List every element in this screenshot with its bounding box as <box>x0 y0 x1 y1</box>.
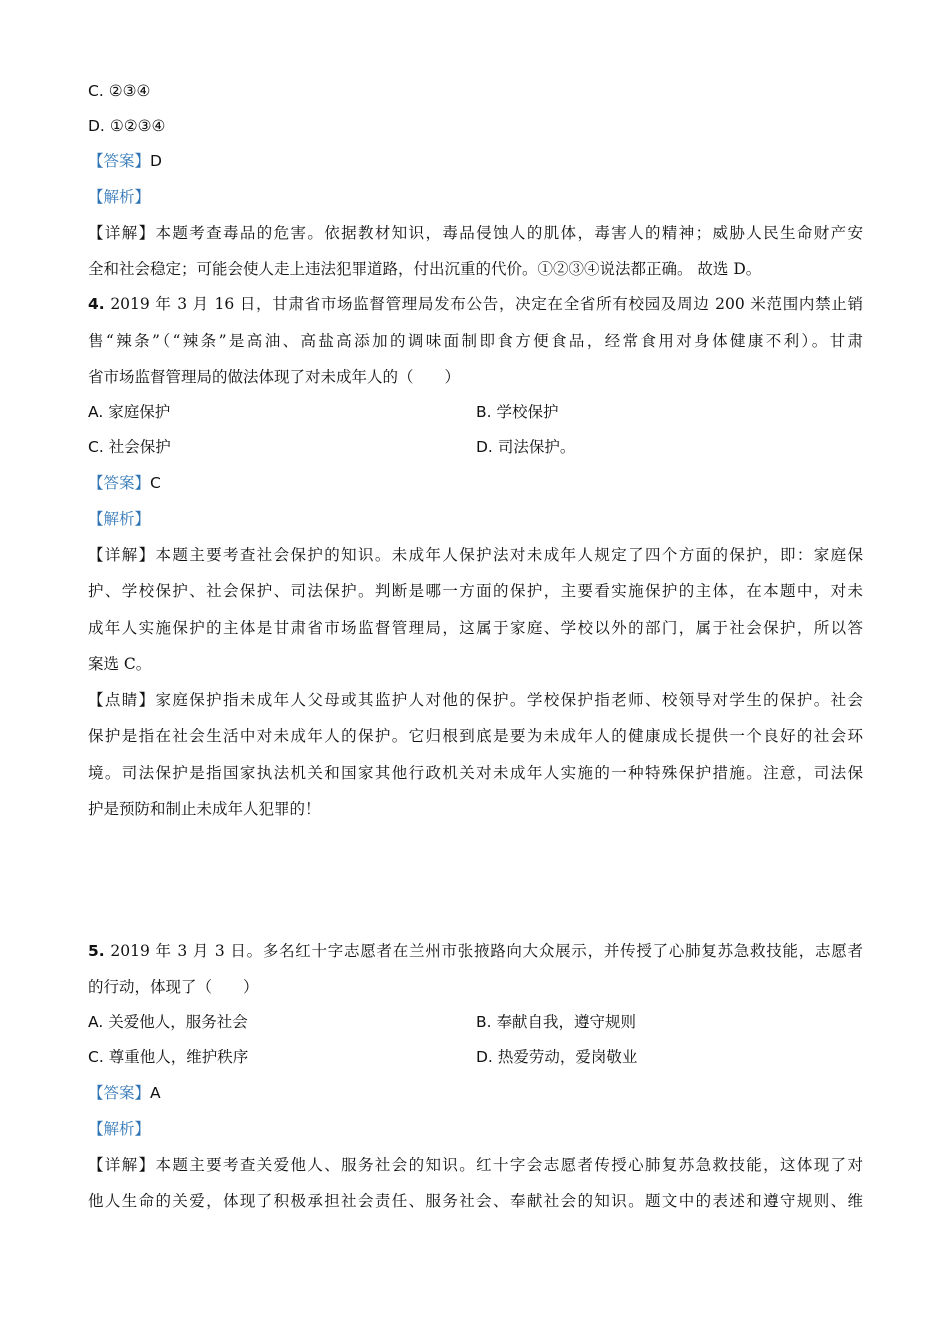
q3-detail-line-2: 全和社会稳定；可能会使人走上违法犯罪道路，付出沉重的代价。①②③④说法都正确。 故选 D。 <box>88 260 762 278</box>
question-number: 5. <box>88 942 105 960</box>
option-letter: C. <box>88 438 104 456</box>
option-letter: A. <box>88 1013 104 1031</box>
option-text: ②③④ <box>108 82 151 100</box>
option-letter: D. <box>476 1048 493 1066</box>
q5-detail-line-1 <box>88 1155 863 1175</box>
q4-stem-line-1 <box>88 294 863 314</box>
answer-tag: 【答案】 <box>88 1084 151 1102</box>
q3-option-d <box>88 116 165 136</box>
option-text: 关爱他人，服务社会 <box>108 1013 248 1031</box>
option-text: ①②③④ <box>109 117 166 135</box>
option-text: 家庭保护 <box>108 403 171 421</box>
option-text: 尊重他人，维护秩序 <box>108 1048 249 1066</box>
detail-text: 本题主要考查社会保护的知识。未成年人保护法对未成年人规定了四个方面的保护，即：家庭保 <box>155 546 863 564</box>
stem-text: 2019 年 3 月 3 日。多名红十字志愿者在兰州市张掖路向大众展示，并传授了心肺复苏急救技能，志愿者 <box>110 942 863 960</box>
q4-stem-line-3: 省市场监督管理局的做法体现了对未成年人的（ ） <box>88 368 461 386</box>
option-letter: B. <box>476 403 492 421</box>
q4-comment-line-2: 保护是指在社会生活中对未成年人的保护。它归根到底是要为未成年人的健康成长提供一个良好的社会环 <box>88 727 863 745</box>
q4-detail-line-2: 护、学校保护、社会保护、司法保护。判断是哪一方面的保护，主要看实施保护的主体，在本题中，对未 <box>88 582 863 600</box>
q4-answer <box>88 473 161 493</box>
answer-value: D <box>150 152 162 170</box>
detail-text: 本题主要考查关爱他人、服务社会的知识。红十字会志愿者传授心肺复苏急救技能，这体现了对 <box>155 1156 863 1174</box>
q4-stem-line-2: 售“辣条”（“辣条”是高油、高盐高添加的调味面制即食方便食品，经常食用对身体健康不利）。甘肃 <box>88 332 863 350</box>
q5-option-d <box>476 1047 637 1067</box>
answer-value: C <box>150 474 161 492</box>
q4-option-a <box>88 402 170 422</box>
q4-detail-line-4: 案选 C。 <box>88 655 152 673</box>
option-letter: D. <box>476 438 493 456</box>
option-text: 学校保护 <box>496 403 559 421</box>
q4-comment-line-3: 境。司法保护是指国家执法机关和国家其他行政机关对未成年人实施的一种特殊保护措施。注意，司法保 <box>88 764 863 782</box>
q3-detail-line-1 <box>88 223 863 243</box>
q4-option-c <box>88 437 171 457</box>
option-letter: A. <box>88 403 104 421</box>
detail-tag: 【详解】 <box>88 546 156 564</box>
option-text: 热爱劳动，爱岗敬业 <box>497 1048 638 1066</box>
q3-analysis-tag: 【解析】 <box>88 188 151 206</box>
comment-tag: 【点睛】 <box>88 691 156 709</box>
q3-option-c <box>88 81 150 101</box>
q5-answer <box>88 1083 161 1103</box>
option-letter: B. <box>476 1013 492 1031</box>
q5-stem-line-2: 的行动，体现了（ ） <box>88 978 259 996</box>
q4-option-d <box>476 437 575 457</box>
q4-detail-line-1 <box>88 545 863 565</box>
q5-option-a <box>88 1012 248 1032</box>
q4-option-b <box>476 402 559 422</box>
answer-tag: 【答案】 <box>88 474 151 492</box>
option-text: 司法保护。 <box>497 438 576 456</box>
question-number: 4. <box>88 295 105 313</box>
q4-detail-line-3: 成年人实施保护的主体是甘肃省市场监督管理局，这属于家庭、学校以外的部门，属于社会保护，所以答 <box>88 619 863 637</box>
option-letter: C. <box>88 82 104 100</box>
q5-option-b <box>476 1012 636 1032</box>
answer-value: A <box>150 1084 161 1102</box>
option-letter: C. <box>88 1048 104 1066</box>
stem-text: 2019 年 3 月 16 日，甘肃省市场监督管理局发布公告，决定在全省所有校园及周边 200 米范围内禁止销 <box>110 295 863 313</box>
answer-tag: 【答案】 <box>88 152 151 170</box>
q4-comment-line-4: 护是预防和制止未成年人犯罪的！ <box>88 800 321 818</box>
q3-answer <box>88 151 162 171</box>
option-text: 社会保护 <box>108 438 171 456</box>
q5-detail-line-2: 他人生命的关爱，体现了积极承担社会责任、服务社会、奉献社会的知识。题文中的表述和遵守规则、维 <box>88 1192 863 1210</box>
q5-stem-line-1 <box>88 941 863 961</box>
detail-tag: 【详解】 <box>88 1156 156 1174</box>
option-text: 奉献自我，遵守规则 <box>496 1013 637 1031</box>
q5-option-c <box>88 1047 248 1067</box>
detail-text: 本题考查毒品的危害。依据教材知识，毒品侵蚀人的肌体，毒害人的精神；威胁人民生命财产安 <box>155 224 863 242</box>
option-letter: D. <box>88 117 105 135</box>
q5-analysis-tag: 【解析】 <box>88 1120 151 1138</box>
detail-tag: 【详解】 <box>88 224 156 242</box>
q4-comment-line-1 <box>88 690 863 710</box>
q4-analysis-tag: 【解析】 <box>88 510 151 528</box>
comment-text: 家庭保护指未成年人父母或其监护人对他的保护。学校保护指老师、校领导对学生的保护。社会 <box>155 691 863 709</box>
